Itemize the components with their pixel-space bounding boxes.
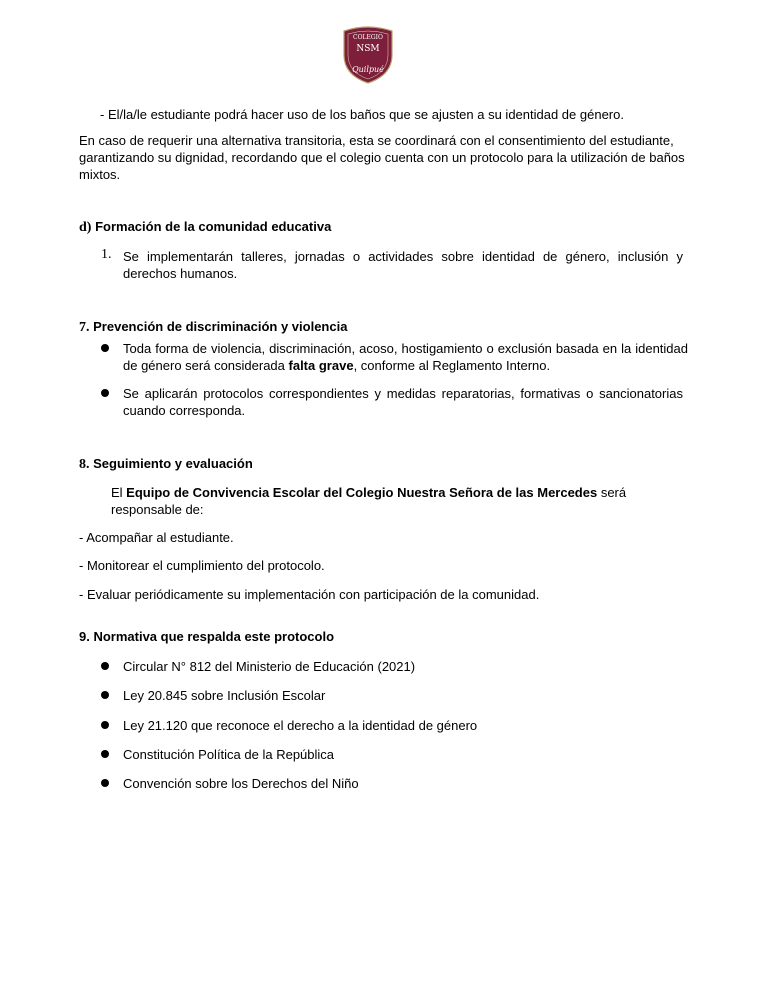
bullet-icon — [101, 344, 109, 352]
item1-bold: falta grave — [288, 358, 354, 373]
section-8-intro — [111, 484, 641, 518]
logo-line3: Quilpué — [352, 65, 384, 74]
section-7-item-1 — [123, 340, 688, 374]
law-item: Ley 20.845 sobre Inclusión Escolar — [123, 688, 326, 703]
item1-text: Toda forma de violencia, discriminación, acoso, hostigamiento o exclusión basada en la identidad de género será considerada — [123, 341, 688, 373]
bullet-icon — [101, 750, 109, 758]
bathroom-item: - El/la/le estudiante podrá hacer uso de los baños que se ajusten a su identidad de género. — [100, 107, 624, 122]
section-8-heading — [79, 456, 253, 473]
section-d-item-number: 1. — [101, 247, 112, 262]
law-item: Ley 21.120 que reconoce el derecho a la identidad de género — [123, 718, 478, 733]
intro-bold: Equipo de Convivencia Escolar del Colegio Nuestra Señora de las Mercedes — [126, 485, 598, 500]
section-8-item: - Evaluar periódicamente su implementación con participación de la comunidad. — [79, 587, 540, 602]
logo-line2: NSM — [356, 44, 380, 54]
law-item: Constitución Política de la República — [123, 747, 335, 762]
section-8-title: Seguimiento y evaluación — [93, 456, 253, 471]
item1-post: , conforme al Reglamento Interno. — [353, 358, 551, 373]
section-7-heading — [79, 319, 347, 336]
bullet-icon — [101, 389, 109, 397]
section-7-label: 7. — [79, 320, 90, 335]
section-8-label: 8. — [79, 457, 90, 472]
law-item: Circular N° 812 del Ministerio de Educación (2021) — [123, 659, 416, 674]
section-d-title: Formación de la comunidad educativa — [95, 219, 332, 234]
section-9-title: 9. Normativa que respalda este protocolo — [79, 629, 335, 644]
section-d-item-text: Se implementarán talleres, jornadas o actividades sobre identidad de género, inclusión y derechos humanos. — [123, 249, 683, 281]
transitory-paragraph: En caso de requerir una alternativa transitoria, esta se coordinará con el consentimiento del estudiante, garantizando su dignidad, recordando que el colegio cuenta con un protocolo para la utilización de baños mixtos. — [79, 133, 685, 182]
school-logo — [340, 25, 396, 85]
section-7-item-2: Se aplicarán protocolos correspondientes y medidas reparatorias, formativas o sancionatorias cuando corresponda. — [123, 386, 683, 418]
section-d-label: d) — [79, 220, 92, 235]
shield-icon — [340, 25, 396, 85]
section-8-item: - Acompañar al estudiante. — [79, 530, 234, 545]
section-d-heading — [79, 219, 331, 236]
bullet-icon — [101, 779, 109, 787]
logo-line1: COLEGIO — [353, 34, 383, 41]
law-item: Convención sobre los Derechos del Niño — [123, 776, 359, 791]
section-7-title: Prevención de discriminación y violencia — [93, 319, 348, 334]
bullet-icon — [101, 721, 109, 729]
section-8-item: - Monitorear el cumplimiento del protocolo. — [79, 558, 325, 573]
bullet-icon — [101, 691, 109, 699]
bullet-icon — [101, 662, 109, 670]
intro-post: será responsable de: — [111, 485, 627, 517]
intro-pre: El — [111, 485, 127, 500]
